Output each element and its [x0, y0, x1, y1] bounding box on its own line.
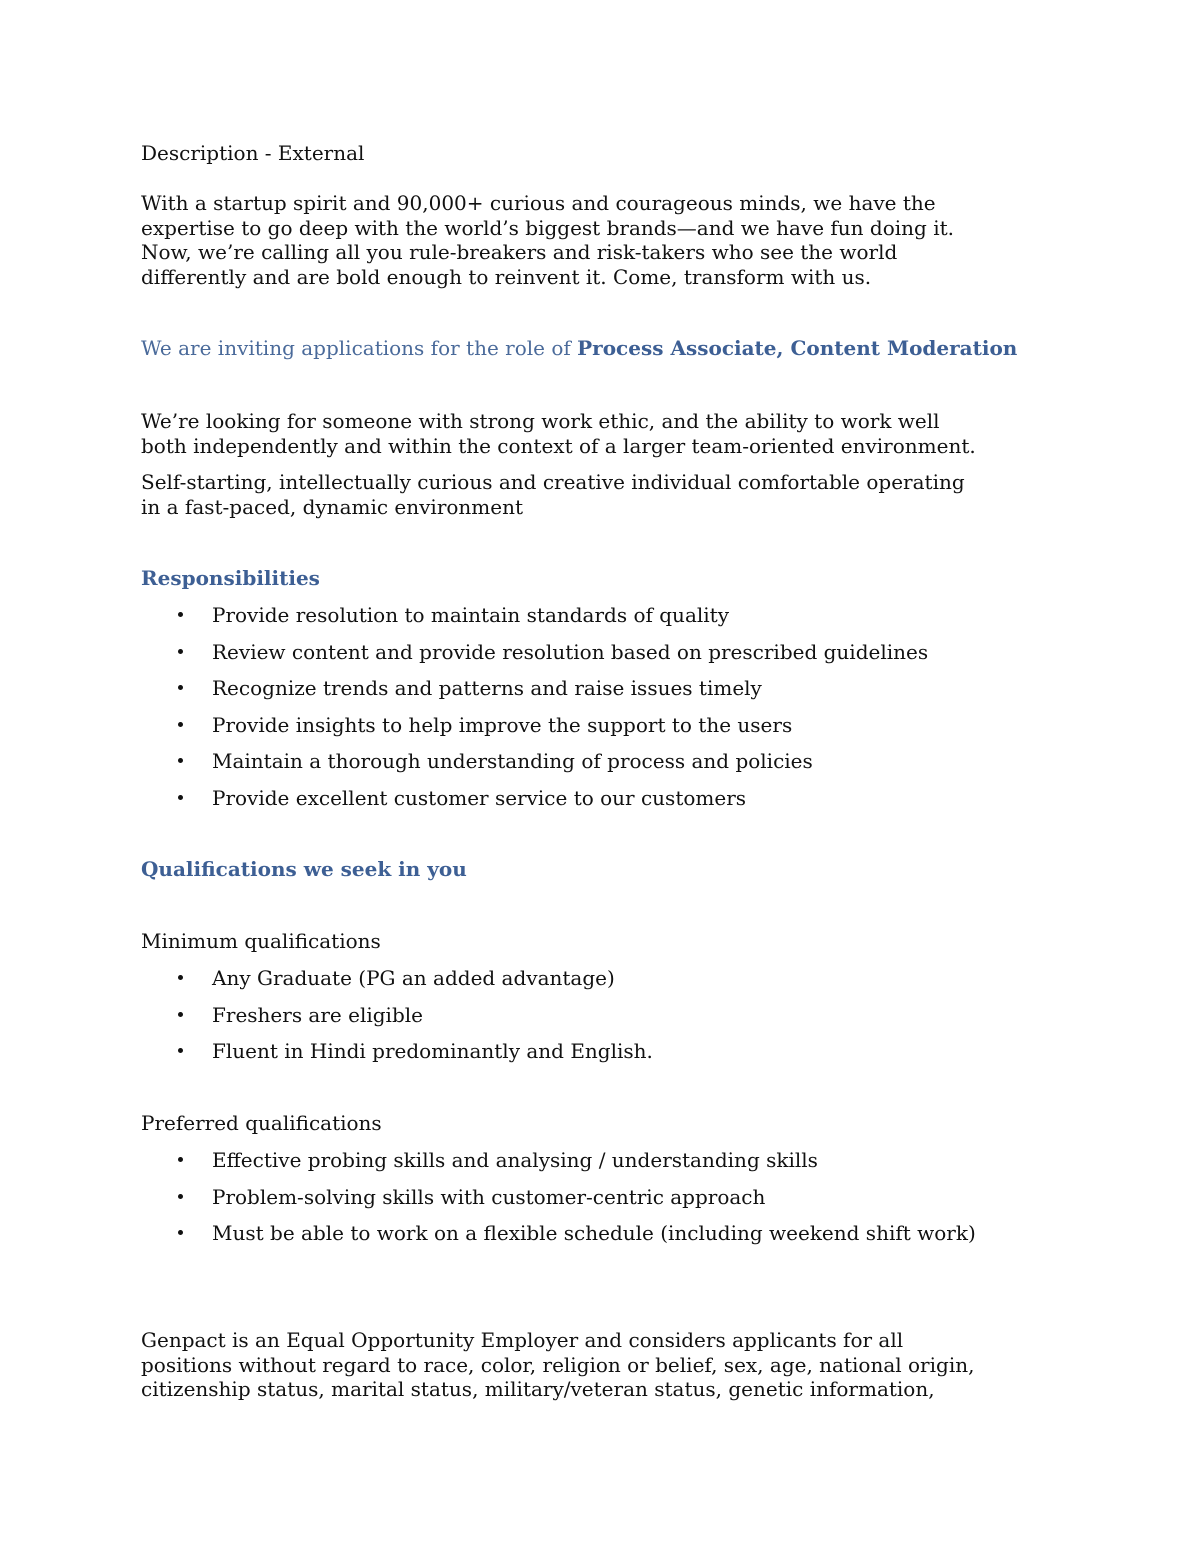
eeo-line: citizenship status, marital status, military/veteran status, genetic information, — [141, 1377, 935, 1401]
list-item — [141, 749, 1071, 786]
bullet-icon — [178, 612, 183, 617]
list-item-text: Any Graduate (PG an added advantage) — [212, 966, 615, 990]
list-item-text: Must be able to work on a flexible schedule (including weekend shift work) — [212, 1221, 976, 1246]
minimum-qualifications-heading: Minimum qualifications — [141, 929, 381, 953]
list-item — [141, 713, 1071, 750]
eeo-line: positions without regard to race, color, religion or belief, sex, age, national origin, — [141, 1352, 975, 1377]
role-statement — [141, 336, 1071, 361]
eeo-statement — [141, 1328, 1071, 1402]
bullet-icon — [178, 795, 183, 800]
list-item — [141, 786, 1071, 823]
bullet-icon — [178, 685, 183, 690]
looking-paragraph — [141, 409, 1071, 458]
list-item-text: Effective probing skills and analysing / understanding skills — [212, 1148, 818, 1172]
bullet-icon — [178, 975, 183, 980]
list-item-text: Freshers are eligible — [212, 1002, 423, 1027]
description-title: Description - External — [141, 141, 365, 165]
selfstart-line: in a fast-paced, dynamic environment — [141, 494, 524, 519]
list-item — [141, 603, 1071, 640]
list-item-text: Provide excellent customer service to our customers — [212, 785, 747, 810]
responsibilities-list — [141, 603, 1071, 823]
selfstart-paragraph — [141, 470, 1071, 519]
looking-line: both independently and within the context of a larger team-oriented environment. — [141, 433, 976, 458]
role-title: Process Associate, Content Moderation — [577, 336, 1018, 360]
bullet-icon — [178, 649, 183, 654]
list-item-text: Review content and provide resolution based on prescribed guidelines — [212, 639, 929, 664]
intro-line: Now, we’re calling all you rule-breakers and risk-takers who see the world — [141, 240, 898, 264]
list-item — [141, 966, 1071, 1003]
list-item — [141, 676, 1071, 713]
responsibilities-heading: Responsibilities — [141, 566, 320, 590]
list-item-text: Maintain a thorough understanding of process and policies — [212, 749, 813, 774]
bullet-icon — [178, 758, 183, 763]
list-item — [141, 1148, 1071, 1185]
list-item-text: Provide resolution to maintain standards of quality — [212, 603, 729, 627]
preferred-qualifications-list — [141, 1148, 1071, 1258]
intro-line: differently and are bold enough to reinvent it. Come, transform with us. — [141, 264, 872, 289]
role-prefix: We are inviting applications for the role of — [141, 336, 578, 360]
list-item-text: Provide insights to help improve the support to the users — [212, 712, 793, 737]
list-item-text: Fluent in Hindi predominantly and English. — [212, 1039, 653, 1064]
list-item — [141, 1039, 1071, 1076]
intro-line: expertise to go deep with the world’s biggest brands—and we have fun doing it. — [141, 215, 954, 240]
bullet-icon — [178, 1194, 183, 1199]
bullet-icon — [178, 1012, 183, 1017]
preferred-qualifications-heading: Preferred qualifications — [141, 1111, 382, 1135]
selfstart-line: Self-starting, intellectually curious and creative individual comfortable operating — [141, 470, 965, 494]
bullet-icon — [178, 722, 183, 727]
qualifications-heading: Qualifications we seek in you — [141, 857, 467, 881]
list-item — [141, 1185, 1071, 1222]
bullet-icon — [178, 1157, 183, 1162]
looking-line: We’re looking for someone with strong work ethic, and the ability to work well — [141, 409, 940, 433]
eeo-line: Genpact is an Equal Opportunity Employer and considers applicants for all — [141, 1328, 904, 1352]
list-item — [141, 1221, 1071, 1258]
list-item-text: Recognize trends and patterns and raise issues timely — [212, 676, 762, 701]
list-item-text: Problem-solving skills with customer-centric approach — [212, 1184, 766, 1209]
list-item — [141, 640, 1071, 677]
minimum-qualifications-list — [141, 966, 1071, 1076]
intro-line: With a startup spirit and 90,000+ curious and courageous minds, we have the — [141, 191, 936, 215]
bullet-icon — [178, 1230, 183, 1235]
bullet-icon — [178, 1048, 183, 1053]
list-item — [141, 1003, 1071, 1040]
intro-paragraph — [141, 191, 1071, 289]
